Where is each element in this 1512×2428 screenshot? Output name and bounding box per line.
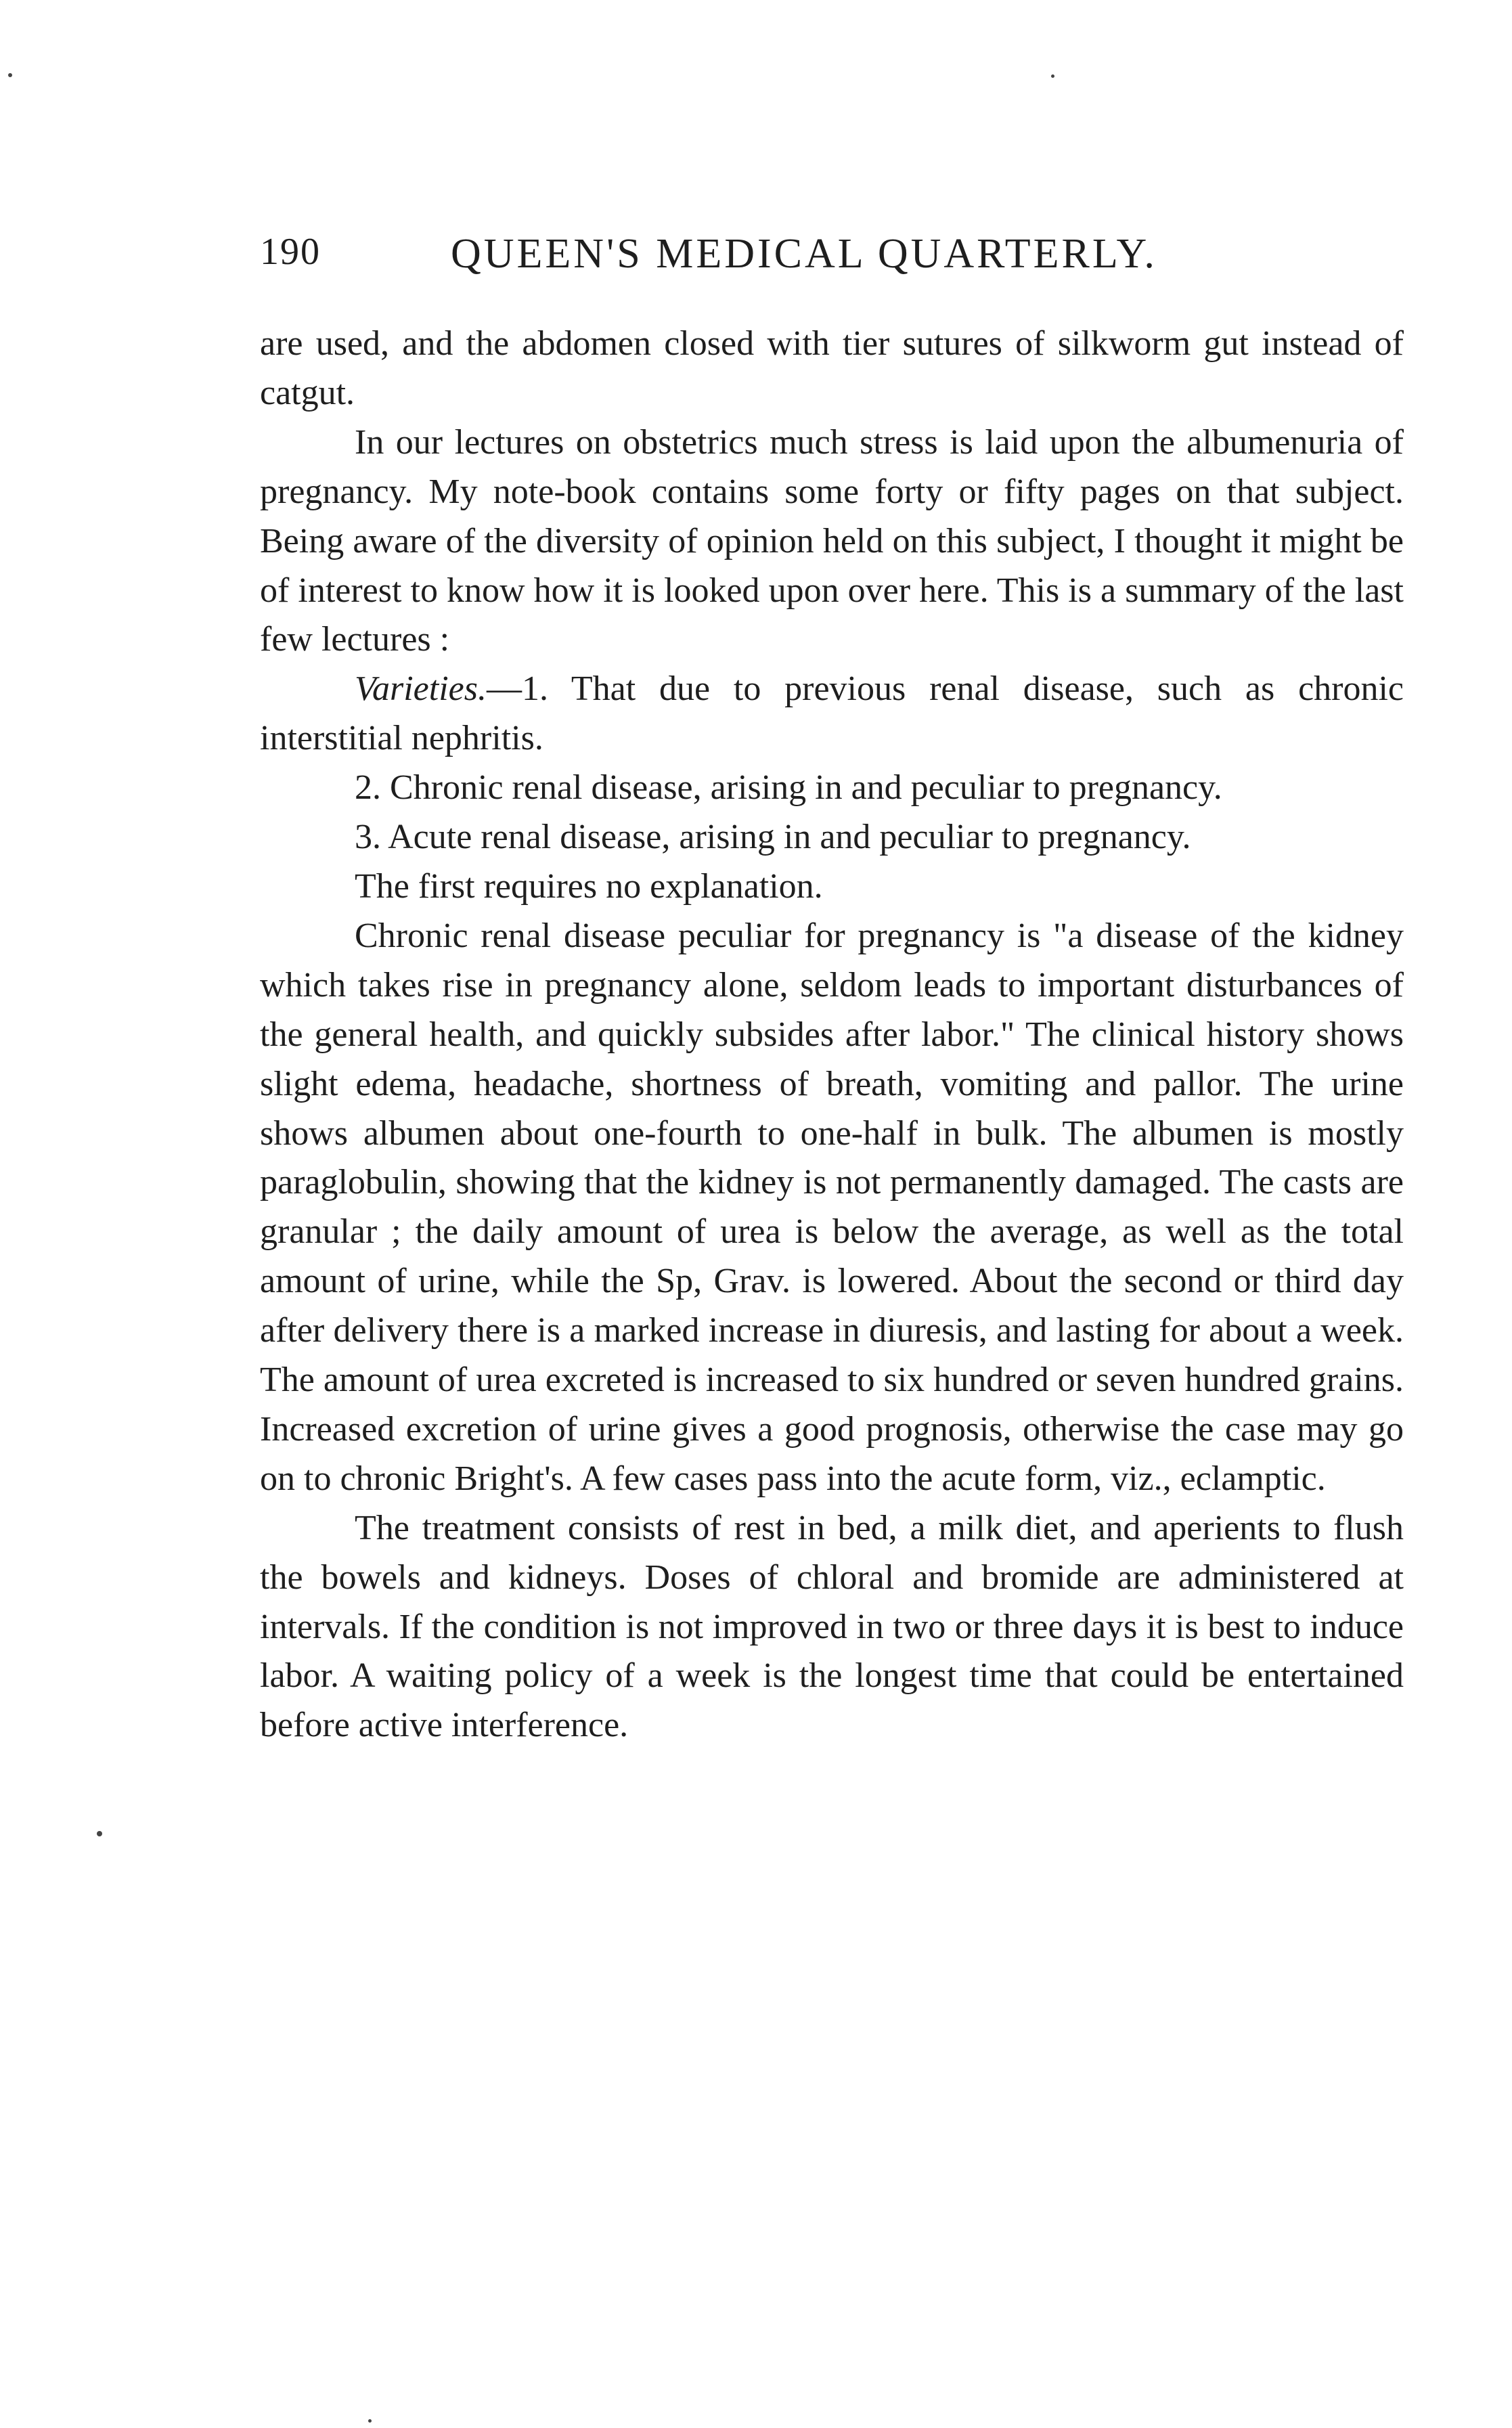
paragraph-chronic: Chronic renal disease peculiar for pregnancy is "a disease of the kidney which takes rise in pregnancy alone, seldom leads to important disturbances of the general health, and quickly subsides after labor." The clinical history shows slight edema, headache, shortness of breath, vomiting and pallor. The urine shows albumen about one-fourth to one-half in bulk. The albumen is mostly paraglobulin, showing that the kidney is not permanently damaged. The casts are granular ; the daily amount of urea is below the average, as well as the total amount of urine, while the Sp, Grav. is lowered. About the second or third day after delivery there is a marked increase in diuresis, and lasting for about a week. The amount of urea excreted is increased to six hundred or seven hundred grains. Increased excretion of urine gives a good prognosis, otherwise the case may go on to chronic Bright's. A few cases pass into the acute form, viz., eclamptic. — [260, 916, 1404, 1498]
scan-speck — [368, 2419, 372, 2423]
page-number: 190 — [260, 231, 321, 273]
paragraph-variety-3: 3. Acute renal disease, arising in and peculiar to pregnancy. — [355, 818, 1191, 857]
running-head — [260, 230, 1397, 284]
varieties-number: —1. — [486, 669, 548, 709]
scan-speck — [8, 73, 12, 77]
scan-speck — [97, 1831, 102, 1836]
varieties-label: Varieties. — [355, 669, 487, 709]
journal-title: QUEEN'S MEDICAL QUARTERLY. — [451, 231, 1157, 277]
paragraph-continuation: are used, and the abdomen closed with tier sutures of silkworm gut instead of catgut. — [260, 324, 1404, 412]
paragraph-variety-2: 2. Chronic renal disease, arising in and peculiar to pregnancy. — [355, 768, 1222, 808]
paragraph-first: The first requires no explanation. — [355, 866, 823, 906]
paragraph-varieties — [260, 665, 1404, 764]
body-text — [260, 319, 1404, 1750]
varieties-text: That due to previous renal disease, such as chronic interstitial nephritis. — [260, 669, 1404, 758]
paragraph-treatment: The treatment consists of rest in bed, a milk diet, and aperients to flush the bowels and kidneys. Doses of chloral and bromide are administered at intervals. If the condition is not improved in two or three days it is best to induce labor. A waiting policy of a week is the longest time that could be entertained before active interference. — [260, 1508, 1404, 1745]
paragraph-lectures: In our lectures on obstetrics much stress is laid upon the albumenuria of pregnancy. My note-book contains some forty or fifty pages on that subject. Being aware of the diversity of opinion held on this subject, I thought it might be of interest to know how it is looked upon over here. This is a summary of the last few lectures : — [260, 422, 1404, 659]
scan-speck — [1051, 74, 1054, 78]
